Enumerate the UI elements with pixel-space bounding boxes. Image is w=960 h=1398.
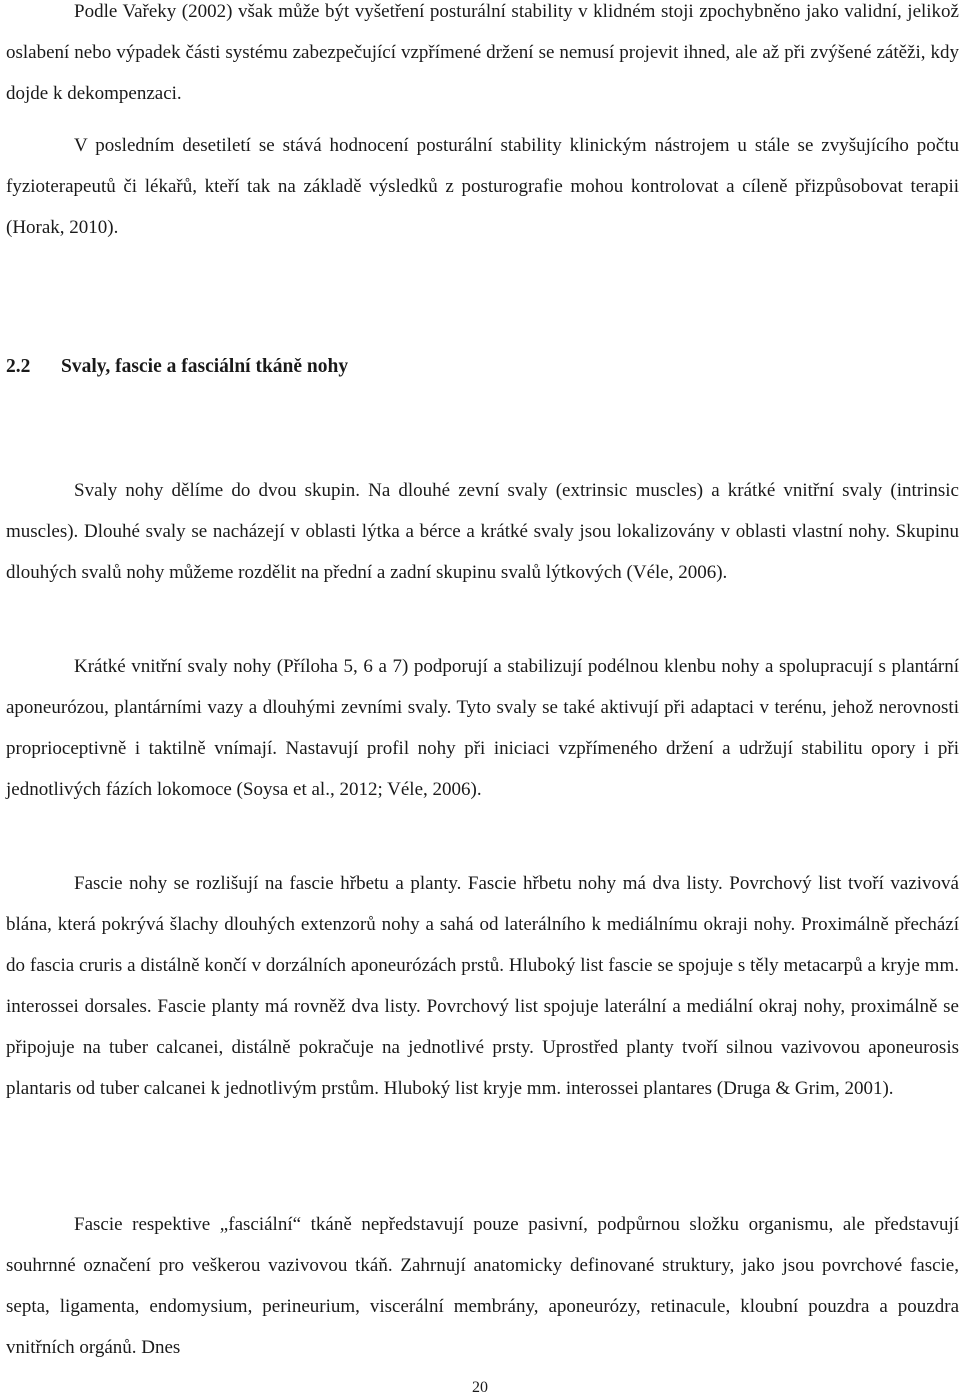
- paragraph-muscle-groups: Svaly nohy dělíme do dvou skupin. Na dlouhé zevní svaly (extrinsic muscles) a krátké vnitřní svaly (intrinsic muscles). Dlouhé svaly se nacházejí v oblasti lýtka a bérce a krátké svaly jsou lokalizovány v oblasti vlastní nohy. Skupinu dlouhých svalů nohy můžeme rozdělit na přední a zadní skupinu svalů lýtkových (Véle, 2006).: [6, 480, 959, 583]
- section-title: Svaly, fascie a fasciální tkáně nohy: [61, 356, 349, 377]
- paragraph-postural-stability-validity: Podle Vařeky (2002) však může být vyšetření posturální stability v klidném stoji zpochybněno jako validní, jelikož oslabení nebo výpadek části systému zabezpečující vzpřímené držení se nemusí projevit ihned, ale až při zvýšené zátěži, kdy dojde k dekompenzaci.: [6, 1, 959, 104]
- section-number: 2.2: [6, 356, 31, 377]
- page-number: 20: [472, 1379, 488, 1396]
- paragraph-intrinsic-muscles: Krátké vnitřní svaly nohy (Příloha 5, 6 a 7) podporují a stabilizují podélnou klenbu nohy a spolupracují s plantární aponeurózou, plantárními vazy a dlouhými zevními svaly. Tyto svaly se také aktivují při adaptaci v terénu, jehož nerovnosti proprioceptivně i taktilně vnímají. Nastavují profil nohy při iniciaci vzpřímeného držení a udržují stabilitu opory i při jednotlivých fázích lokomoce (Soysa et al., 2012; Véle, 2006).: [6, 656, 959, 800]
- section-heading: [6, 356, 348, 378]
- paragraph-posturography: V posledním desetiletí se stává hodnocení posturální stability klinickým nástrojem u stále se zvyšujícího počtu fyzioterapeutů či lékařů, kteří tak na základě výsledků z posturografie mohou kontrolovat a cíleně přizpůsobovat terapii (Horak, 2010).: [6, 135, 959, 238]
- paragraph-fascial-tissue: Fascie respektive „fasciální“ tkáně nepředstavují pouze pasivní, podpůrnou složku organismu, ale představují souhrnné označení pro veškerou vazivovou tkáň. Zahrnují anatomicky definované struktury, jako jsou povrchové fascie, septa, ligamenta, endomysium, perineurium, viscerální membrány, aponeurózy, retinacule, kloubní pouzdra a pouzdra vnitřních orgánů. Dnes: [6, 1214, 959, 1358]
- paragraph-foot-fascia: Fascie nohy se rozlišují na fascie hřbetu a planty. Fascie hřbetu nohy má dva listy. Povrchový list tvoří vazivová blána, která pokrývá šlachy dlouhých extenzorů nohy a sahá od laterálního k mediálnímu okraji nohy. Proximálně přechází do fascia cruris a distálně končí v dorzálních aponeurózách prstů. Hluboký list fascie se spojuje s těly metacarpů a kryje mm. interossei dorsales. Fascie planty má rovněž dva listy. Povrchový list spojuje laterální a mediální okraj nohy, proximálně se připojuje na tuber calcanei, distálně pokračuje na jednotlivé prsty. Uprostřed planty tvoří silnou vazivovou aponeurosis plantaris od tuber calcanei k jednotlivým prstům. Hluboký list kryje mm. interossei plantares (Druga & Grim, 2001).: [6, 873, 959, 1099]
